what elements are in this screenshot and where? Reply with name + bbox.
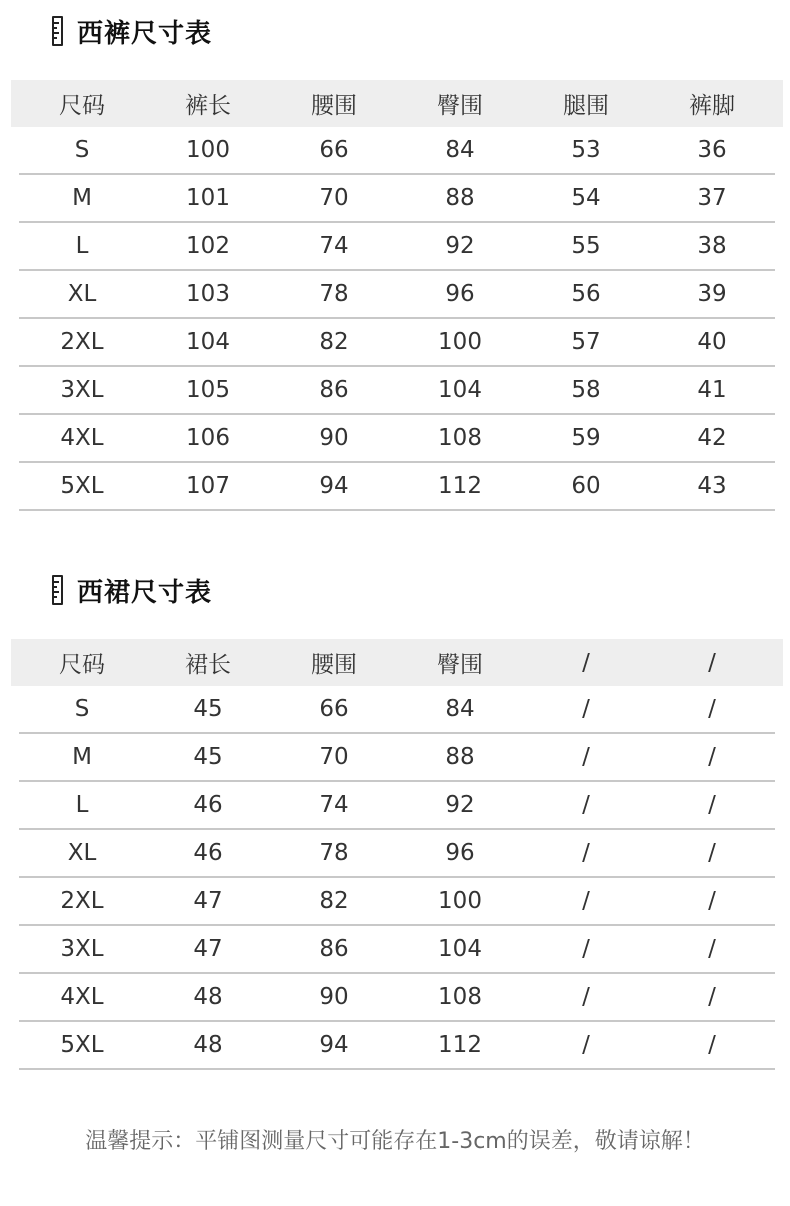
table-row [11, 1021, 783, 1069]
header-cell: 腰围 [311, 93, 357, 119]
measurement-cell: 84 [397, 686, 523, 733]
measurement-cell: 84 [397, 127, 523, 174]
table-row [11, 318, 783, 366]
measurement-cell: 106 [145, 414, 271, 462]
ruler-icon [52, 16, 63, 46]
measurement-cell: 36 [649, 127, 775, 174]
measurement-cell: / [649, 1021, 775, 1069]
measurement-cell: 92 [397, 781, 523, 829]
table-row [11, 222, 783, 270]
measurement-cell: 107 [145, 462, 271, 510]
measurement-cell: 108 [397, 973, 523, 1021]
measurement-cell: 86 [271, 925, 397, 973]
measurement-cell: 94 [271, 1021, 397, 1069]
measurement-cell: / [649, 829, 775, 877]
measurement-cell: 92 [397, 222, 523, 270]
measurement-cell: 59 [523, 414, 649, 462]
measurement-cell: 48 [145, 1021, 271, 1069]
header-cell: 腿围 [563, 93, 609, 119]
measurement-cell: 45 [145, 733, 271, 781]
table-row [11, 366, 783, 414]
measurement-cell: / [649, 925, 775, 973]
measurement-cell: / [523, 1021, 649, 1069]
measurement-cell: 104 [397, 366, 523, 414]
measurement-cell: 47 [145, 925, 271, 973]
header-cell: 腰围 [311, 652, 357, 678]
measurement-cell: 53 [523, 127, 649, 174]
measurement-cell: 48 [145, 973, 271, 1021]
measurement-cell: 104 [145, 318, 271, 366]
table-row [11, 127, 783, 174]
measurement-cell: / [649, 733, 775, 781]
skirt-section-title [52, 573, 212, 607]
measurement-cell: 46 [145, 781, 271, 829]
measurement-cell: 90 [271, 414, 397, 462]
skirt-size-table [11, 639, 783, 1070]
size-cell: S [19, 127, 145, 174]
measurement-cell: 40 [649, 318, 775, 366]
table-row [11, 733, 783, 781]
measurement-cell: 88 [397, 733, 523, 781]
measurement-cell: 60 [523, 462, 649, 510]
measurement-cell: / [523, 925, 649, 973]
header-cell: 尺码 [59, 652, 105, 678]
size-cell: 5XL [19, 462, 145, 510]
measurement-cell: / [523, 973, 649, 1021]
measurement-cell: 102 [145, 222, 271, 270]
size-cell: 4XL [19, 973, 145, 1021]
size-cell: S [19, 686, 145, 733]
measurement-cell: 101 [145, 174, 271, 222]
size-cell: 3XL [19, 366, 145, 414]
measurement-cell: / [649, 781, 775, 829]
measurement-cell: 82 [271, 318, 397, 366]
pants-title: 西裤尺寸表 [77, 18, 213, 49]
measurement-cell: / [523, 829, 649, 877]
measurement-cell: 45 [145, 686, 271, 733]
table-row [11, 462, 783, 510]
measurement-cell: 100 [397, 318, 523, 366]
measurement-cell: / [523, 781, 649, 829]
measurement-cell: 54 [523, 174, 649, 222]
ruler-icon [52, 575, 63, 605]
header-cell: 裙长 [185, 652, 231, 678]
size-cell: L [19, 781, 145, 829]
size-cell: L [19, 222, 145, 270]
measurement-cell: / [523, 877, 649, 925]
header-cell: 裤长 [185, 93, 231, 119]
measurement-cell: 105 [145, 366, 271, 414]
measurement-cell: 66 [271, 686, 397, 733]
size-cell: 3XL [19, 925, 145, 973]
header-cell: 尺码 [59, 93, 105, 119]
table-header-row [11, 639, 783, 686]
measurement-cell: / [649, 877, 775, 925]
measurement-cell: 94 [271, 462, 397, 510]
measurement-cell: / [523, 686, 649, 733]
measurement-cell: 74 [271, 222, 397, 270]
header-cell: 臀围 [437, 652, 483, 678]
measurement-cell: 42 [649, 414, 775, 462]
measurement-cell: 90 [271, 973, 397, 1021]
measurement-cell: 96 [397, 270, 523, 318]
measurement-cell: 58 [523, 366, 649, 414]
table-row [11, 925, 783, 973]
header-cell: 裤脚 [689, 93, 735, 119]
measurement-cell: / [649, 973, 775, 1021]
size-cell: 5XL [19, 1021, 145, 1069]
measurement-cell: 96 [397, 829, 523, 877]
measurement-cell: 112 [397, 462, 523, 510]
skirt-title: 西裙尺寸表 [77, 577, 213, 608]
size-cell: XL [19, 829, 145, 877]
measurement-note: 温馨提示：平铺图测量尺寸可能存在1-3cm的误差，敬请谅解！ [85, 1129, 705, 1154]
size-cell: M [19, 733, 145, 781]
measurement-cell: 70 [271, 733, 397, 781]
pants-section-title [52, 14, 212, 48]
measurement-cell: 104 [397, 925, 523, 973]
pants-size-table [11, 80, 783, 511]
measurement-cell: 82 [271, 877, 397, 925]
measurement-cell: 86 [271, 366, 397, 414]
table-row [11, 973, 783, 1021]
table-header-row [11, 80, 783, 127]
table-row [11, 414, 783, 462]
measurement-cell: 47 [145, 877, 271, 925]
table-row [11, 270, 783, 318]
size-cell: M [19, 174, 145, 222]
size-cell: XL [19, 270, 145, 318]
measurement-cell: 46 [145, 829, 271, 877]
measurement-cell: 74 [271, 781, 397, 829]
measurement-cell: 112 [397, 1021, 523, 1069]
measurement-cell: 100 [397, 877, 523, 925]
size-cell: 2XL [19, 318, 145, 366]
table-row [11, 174, 783, 222]
measurement-cell: 103 [145, 270, 271, 318]
table-row [11, 829, 783, 877]
measurement-cell: 108 [397, 414, 523, 462]
measurement-cell: 57 [523, 318, 649, 366]
header-cell: 臀围 [437, 93, 483, 119]
table-row [11, 781, 783, 829]
table-row [11, 686, 783, 733]
measurement-cell: 70 [271, 174, 397, 222]
measurement-cell: / [523, 733, 649, 781]
measurement-cell: / [649, 686, 775, 733]
measurement-cell: 38 [649, 222, 775, 270]
measurement-cell: 56 [523, 270, 649, 318]
measurement-cell: 41 [649, 366, 775, 414]
measurement-cell: 66 [271, 127, 397, 174]
size-cell: 4XL [19, 414, 145, 462]
measurement-cell: 37 [649, 174, 775, 222]
measurement-cell: 55 [523, 222, 649, 270]
table-row [11, 877, 783, 925]
measurement-cell: 88 [397, 174, 523, 222]
measurement-cell: 78 [271, 829, 397, 877]
header-cell: / [708, 649, 716, 676]
size-cell: 2XL [19, 877, 145, 925]
measurement-cell: 100 [145, 127, 271, 174]
measurement-cell: 39 [649, 270, 775, 318]
measurement-cell: 43 [649, 462, 775, 510]
measurement-cell: 78 [271, 270, 397, 318]
header-cell: / [582, 649, 590, 676]
